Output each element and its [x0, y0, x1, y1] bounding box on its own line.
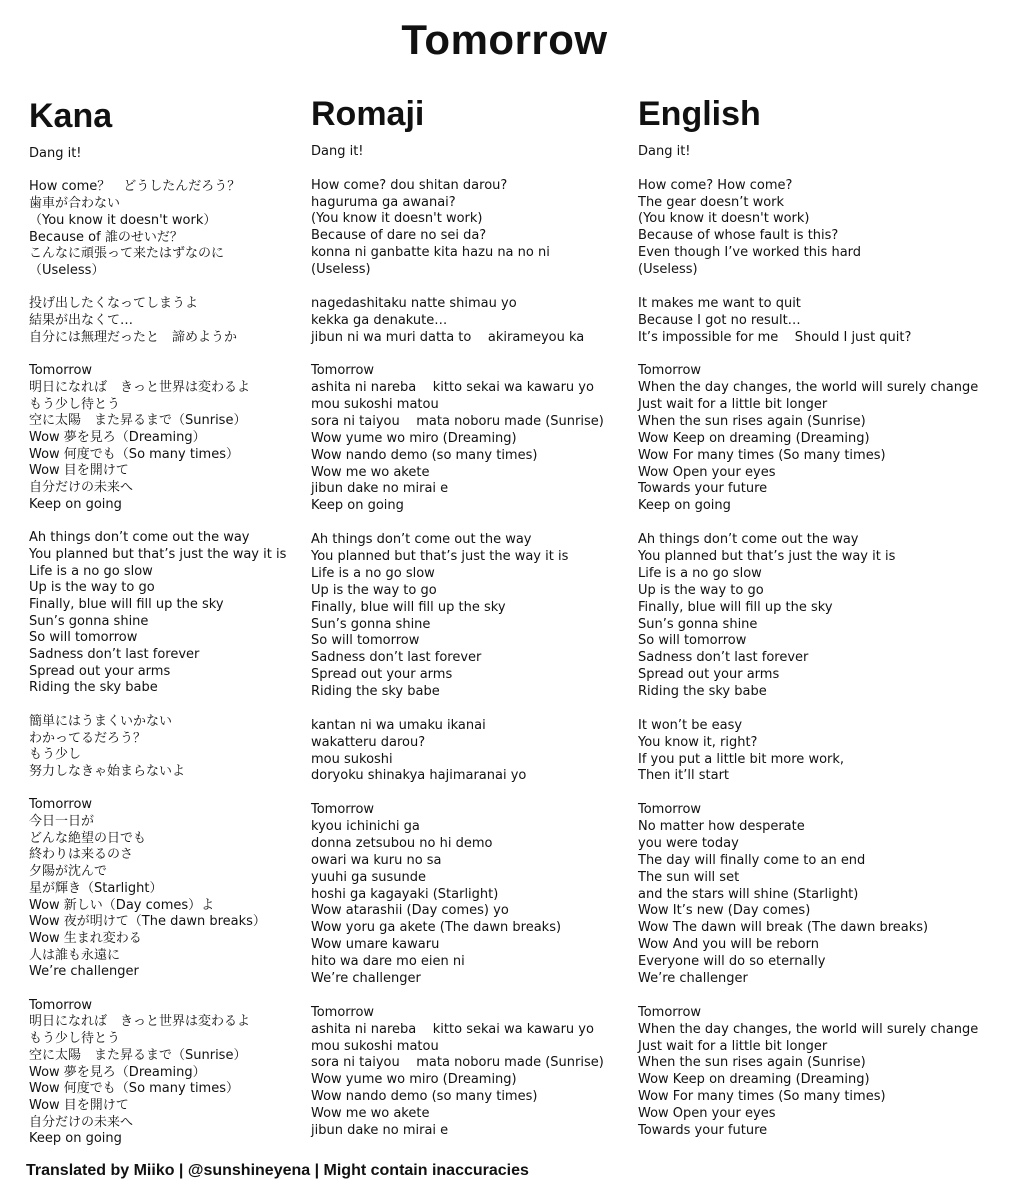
- lyric-line: So will tomorrow: [638, 633, 747, 649]
- lyric-line: You planned but that’s just the way it is: [29, 546, 287, 562]
- lyric-line: hito wa dare mo eien ni: [311, 954, 465, 970]
- translator-credit: Translated by Miiko | @sunshineyena | Might contain inaccuracies: [26, 1162, 529, 1179]
- lyric-line: jibun dake no mirai e: [311, 481, 449, 497]
- lyric-line: Sun’s gonna shine: [638, 616, 758, 632]
- lyric-stanza: [29, 797, 299, 981]
- lyric-line: 歯車が合わない: [29, 196, 121, 212]
- lyric-line: Sadness don’t last forever: [29, 647, 200, 663]
- lyric-line: haguruma ga awanai?: [311, 194, 456, 210]
- lyric-line: Even though I’ve worked this hard: [638, 245, 862, 261]
- romaji-heading: Romaji: [311, 95, 425, 133]
- lyric-line: ashita ni nareba kitto sekai wa kawaru yo: [311, 1021, 594, 1037]
- lyric-line: Wow yoru ga akete (The dawn breaks): [311, 920, 562, 936]
- lyric-line: The gear doesn’t work: [638, 194, 785, 210]
- lyric-line: Wow It’s new (Day comes): [638, 903, 811, 919]
- lyric-line: Tomorrow: [311, 1004, 375, 1020]
- lyric-line: Riding the sky babe: [29, 680, 158, 696]
- english-column: [638, 94, 1003, 1157]
- lyric-line: sora ni taiyou mata noboru made (Sunrise): [311, 1055, 604, 1071]
- lyric-line: Up is the way to go: [29, 580, 155, 596]
- lyric-line: （You know it doesn't work）: [29, 212, 217, 228]
- lyric-line: mou sukoshi: [311, 751, 393, 767]
- lyric-line: It makes me want to quit: [638, 295, 801, 311]
- lyric-line: 明日になれば きっと世界は変わるよ: [29, 379, 251, 395]
- lyric-line: 明日になれば きっと世界は変わるよ: [29, 1014, 251, 1030]
- lyric-line: kantan ni wa umaku ikanai: [311, 717, 486, 733]
- lyric-line: Finally, blue will fill up the sky: [311, 599, 506, 615]
- lyric-line: How come? How come?: [638, 177, 793, 193]
- lyric-line: Wow yume wo miro (Dreaming): [311, 1072, 517, 1088]
- lyric-line: Then it’ll start: [638, 768, 730, 784]
- lyric-line: Because of whose fault is this?: [638, 228, 839, 244]
- lyric-line: Wow 生まれ変わる: [29, 930, 142, 946]
- lyric-line: Wow nando demo (so many times): [311, 447, 538, 463]
- kana-heading: Kana: [29, 97, 113, 135]
- lyric-line: (You know it doesn't work): [638, 211, 810, 227]
- lyric-line: You know it, right?: [638, 734, 758, 750]
- lyric-line: 簡単にはうまくいかない: [29, 713, 173, 729]
- lyric-line: Wow Keep on dreaming (Dreaming): [638, 430, 870, 446]
- lyric-line: Ah things don’t come out the way: [638, 531, 859, 547]
- lyric-stanza: [311, 802, 621, 988]
- lyric-stanza: [638, 532, 1003, 701]
- lyric-line: yuuhi ga susunde: [311, 869, 427, 885]
- lyric-line: Tomorrow: [311, 363, 375, 379]
- page-title: Tomorrow: [401, 16, 608, 63]
- lyric-line: The sun will set: [638, 869, 740, 885]
- lyric-line: (Useless): [638, 262, 698, 278]
- lyric-line: So will tomorrow: [29, 630, 138, 646]
- lyric-line: You planned but that’s just the way it is: [638, 548, 896, 564]
- lyric-line: Life is a no go slow: [638, 565, 762, 581]
- lyric-line: jibun dake no mirai e: [311, 1123, 449, 1139]
- lyric-line: donna zetsubou no hi demo: [311, 835, 493, 851]
- lyric-line: Wow And you will be reborn: [638, 937, 819, 953]
- lyric-line: Spread out your arms: [638, 667, 780, 683]
- romaji-lyrics: [311, 144, 621, 1140]
- lyric-line: When the day changes, the world will surely change: [638, 1021, 979, 1037]
- lyric-line: jibun ni wa muri datta to akirameyou ka: [311, 329, 585, 345]
- lyric-line: When the sun rises again (Sunrise): [638, 413, 866, 429]
- lyric-line: Tomorrow: [29, 363, 93, 379]
- lyric-line: It won’t be easy: [638, 717, 743, 733]
- lyric-line: 終わりは来るのさ: [29, 847, 134, 863]
- lyric-stanza: [311, 718, 621, 786]
- lyric-line: Keep on going: [638, 498, 731, 514]
- lyric-line: kekka ga denakute…: [311, 312, 448, 328]
- lyric-line: Dang it!: [29, 146, 82, 161]
- lyric-stanza: [29, 179, 299, 279]
- lyric-line: Towards your future: [638, 481, 768, 497]
- lyric-line: Tomorrow: [638, 1004, 702, 1020]
- lyric-stanza: [29, 530, 299, 697]
- lyric-line: If you put a little bit more work,: [638, 751, 845, 767]
- lyric-line: Tomorrow: [638, 363, 702, 379]
- lyric-line: hoshi ga kagayaki (Starlight): [311, 886, 499, 902]
- lyric-line: Wow 夜が明けて（The dawn breaks）: [29, 914, 266, 930]
- lyric-line: Sun’s gonna shine: [311, 616, 431, 632]
- english-heading: English: [638, 95, 761, 133]
- lyric-line: Tomorrow: [29, 797, 93, 813]
- english-lyrics: [638, 144, 1003, 1140]
- lyric-stanza: [311, 363, 621, 515]
- lyric-line: Tomorrow: [638, 802, 702, 818]
- lyric-line: Tomorrow: [29, 997, 93, 1013]
- lyric-stanza: [638, 363, 1003, 515]
- lyric-line: Wow umare kawaru: [311, 937, 440, 953]
- lyric-line: Wow 目を開けて: [29, 463, 129, 479]
- lyric-line: Wow Open your eyes: [638, 464, 776, 480]
- lyric-line: こんなに頑張って来たはずなのに: [29, 246, 225, 262]
- lyric-line: doryoku shinakya hajimaranai yo: [311, 768, 527, 784]
- lyric-line: Dang it!: [638, 144, 691, 159]
- lyric-line: もう少し待とう: [29, 1031, 121, 1047]
- romaji-column: [311, 94, 621, 1157]
- lyric-stanza: [29, 714, 299, 781]
- lyric-stanza: [29, 363, 299, 513]
- lyric-line: （Useless）: [29, 262, 105, 278]
- lyric-line: mou sukoshi matou: [311, 396, 439, 412]
- lyric-line: 自分だけの未来へ: [29, 480, 134, 496]
- lyric-line: Spread out your arms: [311, 667, 453, 683]
- lyric-line: Because of 誰のせいだ？: [29, 229, 183, 245]
- lyric-stanza: [638, 144, 1003, 161]
- lyric-line: Finally, blue will fill up the sky: [29, 596, 224, 612]
- lyric-line: How come? dou shitan darou?: [311, 177, 508, 193]
- lyric-line: Wow Keep on dreaming (Dreaming): [638, 1072, 870, 1088]
- lyric-line: Because of dare no sei da?: [311, 228, 487, 244]
- lyric-line: 今日一日が: [29, 814, 95, 830]
- lyric-line: 自分だけの未来へ: [29, 1114, 134, 1130]
- lyric-line: Life is a no go slow: [29, 563, 153, 579]
- lyric-line: Sadness don’t last forever: [638, 650, 809, 666]
- lyric-line: So will tomorrow: [311, 633, 420, 649]
- lyric-line: When the day changes, the world will surely change: [638, 380, 979, 396]
- lyric-line: 空に太陽 また昇るまで（Sunrise）: [29, 413, 247, 429]
- lyric-line: The day will finally come to an end: [638, 852, 866, 868]
- lyric-line: We’re challenger: [311, 971, 421, 987]
- lyric-line: Wow me wo akete: [311, 464, 430, 480]
- lyric-line: You planned but that’s just the way it is: [311, 548, 569, 564]
- lyric-line: もう少し: [29, 747, 82, 763]
- lyric-line: Everyone will do so eternally: [638, 954, 826, 970]
- kana-column: [29, 96, 299, 1165]
- lyric-line: Spread out your arms: [29, 663, 171, 679]
- lyric-line: Dang it!: [311, 144, 364, 159]
- lyric-line: Wow me wo akete: [311, 1106, 430, 1122]
- lyric-stanza: [311, 1005, 621, 1140]
- lyric-line: Keep on going: [29, 1131, 122, 1147]
- lyric-stanza: [638, 718, 1003, 786]
- lyric-line: Finally, blue will fill up the sky: [638, 599, 833, 615]
- lyric-line: Ah things don’t come out the way: [29, 530, 250, 546]
- lyric-line: どんな絶望の日でも: [29, 830, 147, 846]
- lyric-line: and the stars will shine (Starlight): [638, 886, 859, 902]
- lyric-line: Wow Open your eyes: [638, 1106, 776, 1122]
- lyric-line: Just wait for a little bit longer: [638, 396, 828, 412]
- lyric-line: 空に太陽 また昇るまで（Sunrise）: [29, 1047, 247, 1063]
- lyric-line: Up is the way to go: [311, 582, 437, 598]
- lyric-line: Up is the way to go: [638, 582, 764, 598]
- lyric-line: 人は誰も永遠に: [29, 947, 121, 963]
- lyric-line: How come？ どうしたんだろう？: [29, 179, 241, 195]
- lyric-line: 自分には無理だったと 諦めようか: [29, 329, 238, 345]
- lyric-line: Riding the sky babe: [638, 684, 767, 700]
- lyric-line: Sadness don’t last forever: [311, 650, 482, 666]
- lyric-line: owari wa kuru no sa: [311, 852, 442, 868]
- lyric-line: Life is a no go slow: [311, 565, 435, 581]
- kana-lyrics: [29, 146, 299, 1148]
- lyric-line: Wow 目を開けて: [29, 1097, 129, 1113]
- lyric-line: Keep on going: [311, 498, 404, 514]
- lyric-stanza: [29, 146, 299, 163]
- lyric-line: Just wait for a little bit longer: [638, 1038, 828, 1054]
- lyric-line: Wow For many times (So many times): [638, 447, 886, 463]
- lyric-stanza: [29, 998, 299, 1148]
- lyric-line: We’re challenger: [638, 971, 748, 987]
- lyric-line: Wow The dawn will break (The dawn breaks): [638, 920, 929, 936]
- lyric-stanza: [638, 802, 1003, 988]
- lyric-line: mou sukoshi matou: [311, 1038, 439, 1054]
- lyric-stanza: [638, 296, 1003, 347]
- lyric-line: (You know it doesn't work): [311, 211, 483, 227]
- lyric-line: kyou ichinichi ga: [311, 818, 420, 834]
- lyric-line: Wow 夢を見ろ（Dreaming）: [29, 1064, 206, 1080]
- lyric-line: わかってるだろう？: [29, 730, 147, 746]
- lyric-line: 星が輝き（Starlight）: [29, 880, 163, 896]
- lyric-stanza: [638, 178, 1003, 279]
- lyric-line: konna ni ganbatte kita hazu na no ni: [311, 245, 550, 261]
- lyric-line: Wow 新しい（Day comes）よ: [29, 897, 215, 913]
- lyric-line: もう少し待とう: [29, 396, 121, 412]
- lyric-line: Tomorrow: [311, 802, 375, 818]
- lyric-line: Riding the sky babe: [311, 684, 440, 700]
- lyric-line: 夕陽が沈んで: [29, 864, 108, 880]
- lyric-line: When the sun rises again (Sunrise): [638, 1055, 866, 1071]
- lyric-line: Wow 夢を見ろ（Dreaming）: [29, 429, 206, 445]
- lyric-stanza: [311, 144, 621, 161]
- lyric-line: Keep on going: [29, 496, 122, 512]
- lyric-line: Because I got no result…: [638, 312, 801, 328]
- lyric-line: Wow yume wo miro (Dreaming): [311, 430, 517, 446]
- lyric-line: (Useless): [311, 262, 371, 278]
- lyric-line: It’s impossible for me Should I just quit?: [638, 329, 912, 345]
- lyric-stanza: [29, 296, 299, 346]
- lyric-line: We’re challenger: [29, 964, 139, 980]
- lyric-line: 投げ出したくなってしまうよ: [29, 296, 199, 312]
- lyric-line: Sun’s gonna shine: [29, 613, 149, 629]
- lyric-line: you were today: [638, 835, 739, 851]
- lyric-line: 努力しなきゃ始まらないよ: [29, 763, 186, 779]
- lyric-line: nagedashitaku natte shimau yo: [311, 295, 517, 311]
- lyric-line: Wow nando demo (so many times): [311, 1089, 538, 1105]
- lyric-line: wakatteru darou?: [311, 734, 426, 750]
- lyric-line: Ah things don’t come out the way: [311, 531, 532, 547]
- lyric-line: ashita ni nareba kitto sekai wa kawaru yo: [311, 380, 594, 396]
- lyric-line: Wow atarashii (Day comes) yo: [311, 903, 509, 919]
- lyric-line: Wow For many times (So many times): [638, 1089, 886, 1105]
- lyric-line: No matter how desperate: [638, 818, 805, 834]
- lyric-line: 結果が出なくて…: [29, 313, 134, 328]
- lyric-line: sora ni taiyou mata noboru made (Sunrise): [311, 413, 604, 429]
- lyric-line: Wow 何度でも（So many times）: [29, 446, 239, 462]
- lyric-line: Towards your future: [638, 1123, 768, 1139]
- lyric-line: Wow 何度でも（So many times）: [29, 1081, 239, 1097]
- lyric-stanza: [311, 532, 621, 701]
- lyric-stanza: [638, 1005, 1003, 1140]
- lyric-stanza: [311, 296, 621, 347]
- lyric-stanza: [311, 178, 621, 279]
